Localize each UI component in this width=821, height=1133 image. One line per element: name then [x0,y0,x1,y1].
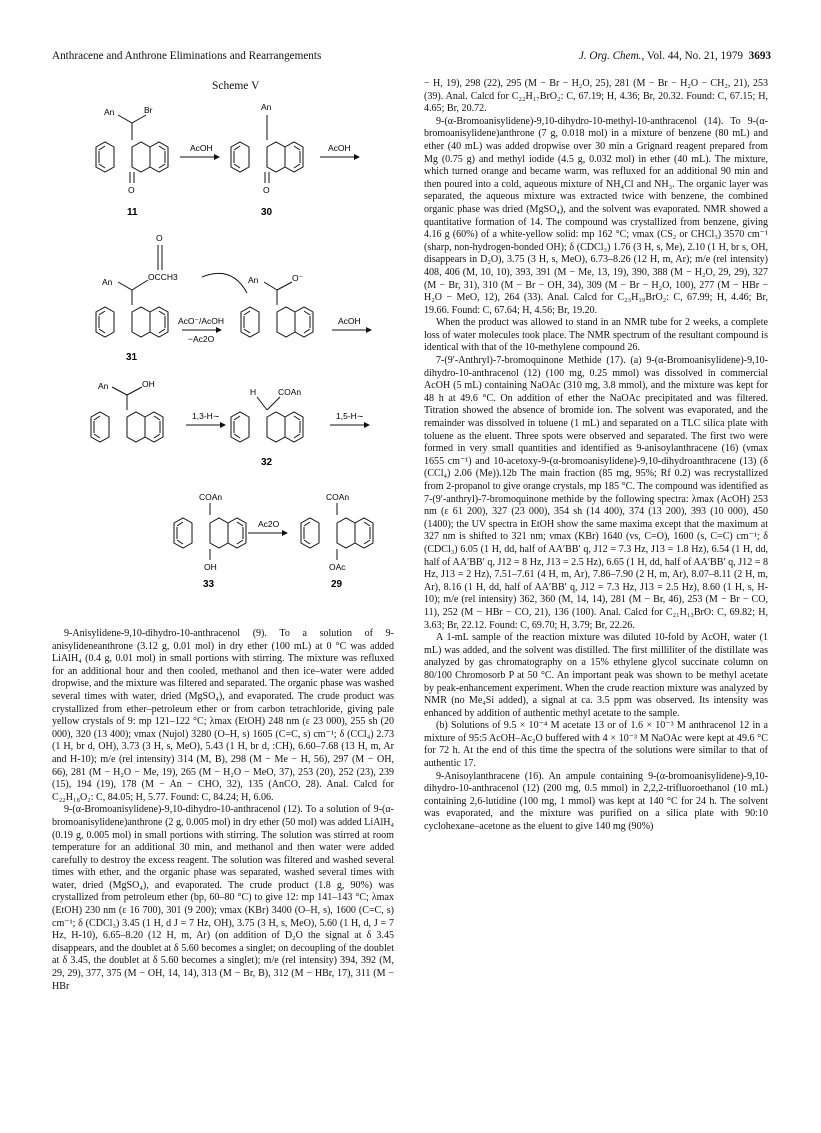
compound-11-structure [96,115,168,183]
label-o: O [263,185,270,195]
right-column [424,78,768,834]
reaction-arrow [180,154,220,160]
reaction-arrow [330,422,370,428]
compound-number: 31 [126,352,138,363]
label-occh3: OCCH3 [148,272,178,282]
reaction-arrow [332,327,372,333]
compound-number: 30 [261,207,273,218]
label-an: An [248,275,259,285]
label-acoh: AcOH [328,143,351,153]
reaction-arrow [182,327,222,333]
label-o: O [128,185,135,195]
page-number: 3693 [748,50,771,62]
compound-33-structure [174,503,246,560]
left-column [52,628,394,993]
label-o-minus: O⁻ [292,273,304,283]
compound-number: 11 [127,207,138,218]
enol-structure [91,387,163,442]
label-minus-ac2o: −Ac2O [188,334,215,344]
label-an: An [102,277,113,287]
scheme-title: Scheme V [212,80,260,92]
label-o: O [156,233,163,243]
journal-name: J. Org. Chem., [578,50,645,62]
label-oac: OAc [329,562,346,572]
reaction-arrow [320,154,360,160]
label-oh: OH [142,379,155,389]
label-oh: OH [204,562,217,572]
paragraph: 7-(9′-Anthryl)-7-bromoquinone Methide (17). (a) 9-(α-Bromoanisylidene)-9,10-dihydro-10-anthracenol (12) (100 mg, 0.25 mmol) was dissolved in commercial AcOH (5 mL) containing NaOAc (310 mg, 3.8 mmol), and the mixture was kept for 48 h at 49.6 °C. On addition of ether the NaOAc precipitated and was filtered. Titration showed the absence of bromide ion. The solvent was evaporated, and the remainder was dissolved in toluene (1 mL) and separated on a TLC silica plate with toluene as the eluent. Three spots were observed and separated. The first two were formed in very small quantities and identified as 9-anisoylanthracene (16) (νmax 1655 cm⁻¹) and 10-acetoxy-9-(α-bromoanisylidene)-9,10-dihydroanthracene (13) (δ (CCl₄) 2.06 (Me)).12b The main fraction (85 mg, 95%; Rf 0.2) was recrystallized from 2-propanol to give orange crystals, mp 185 °C. The compound was identified as 7-(9′-anthryl)-7-bromoquinone methide by the following spectra: λmax (AcOH) 253 nm (ε 61 200), 327 (23 000), 354 sh (14 400), 374 (13 200), 393 (10 000), 450 (1400); the UV spectra in EtOH show the same maxima except that the maximum at 327 nm is shifted to 321 nm; νmax (KBr) 1640 (vs, C=O), 1600 (s, C=C) cm⁻¹; δ (CDCl₃) 6.05 (1 H, dd, half of AA′BB′ q, J12 = 7.3 Hz, J13 = 1.8 Hz), 6.54 (1 H, dd, half of AA′BB′ q, J12 = 8 Hz, J13 = 2.5 Hz), 6.65 (1 H, dd, half of AA′BB′ q, J12 = 8 Hz, J13 = 2 Hz), 7.51–7.61 (4 H, m, Ar), 7.86–7.90 (2 H, m, Ar), 8.07–8.11 (2 H, m, Ar), 8.16 (1 H, dd, half of AA′BB′ q, J12 = 7.3 Hz, J13 = 2.5 Hz), 8.60 (1 H, s, H-10); m/e (rel intensity) 362, 360 (M, 14, 14), 281 (M − Br, 46), 253 (M − Br − CO, 11), 252 (M − HBr − CO, 21), 136 (100). Anal. Calcd for C₂₁H₁₃BrO: C, 69.82; H, 3.63; Br, 22.12. Found: C, 69.70; H, 3.79; Br, 22.26. [424,355,768,631]
compound-30-structure [231,115,303,183]
journal-issue: Vol. 44, No. 21, 1979 [646,50,744,62]
journal-citation [579,50,771,62]
curved-arrow [202,273,247,293]
scheme-figure [52,65,392,625]
compound-number: 32 [261,457,273,468]
reaction-arrow [248,530,288,536]
label-1-5-shift: 1,5-H∼ [336,411,364,421]
label-br: Br [144,105,153,115]
compound-32-structure [231,397,303,442]
label-1-3-shift: 1,3-H∼ [192,411,220,421]
running-head: Anthracene and Anthrone Eliminations and Rearrangements [52,50,322,62]
scheme-drawing [52,65,392,625]
label-h: H [250,387,257,397]
label-coan: COAn [278,387,302,397]
label-an: An [98,381,109,391]
compound-31-structure [96,245,168,337]
label-an: An [104,107,115,117]
paragraph: A 1-mL sample of the reaction mixture was diluted 10-fold by AcOH, water (1 mL) was added, and the solvent was distilled. The first milliliter of the distillate was analyzed by gas chromatography on a 15% ethylene glycol succinate column on 80/100 Chromosorb P at 50 °C. An important peak was shown to be methyl acetate by peak-enhancement experiment. When the crude reaction mixture was analyzed by NMR (no Me₄Si added), a signal at ca. 3.5 ppm was observed. Its intensity was enhanced by addition of authentic methyl acetate to the sample. [424,632,768,719]
paragraph: 9-Anisoylanthracene (16). An ampule containing 9-(α-bromoanisylidene)-9,10-dihydro-10-anthracenol (12) (200 mg, 0.5 mmol) in 2,2,2-trifluoroethanol (10 mL) containing 2,6-lutidine (100 mg, 1 mmol) was kept at 140 °C for 24 h. The solvent was evaporated, and the mixture was purified on a silica plate with 90:10 cyclohexane–acetone as the eluent to give 140 mg (90%) [424,770,768,833]
paragraph: − H, 19), 298 (22), 295 (M − Br − H₂O, 25), 281 (M − Br − H₂O − CH₂, 21), 253 (39). Anal. Calcd for C₂₂H₁₇BrO₂: C, 67.19; H, 4.36; Br, 20.32. Found: C, 67.15; H, 4.65; Br, 20.72. [424,78,768,115]
label-coan: COAn [199,492,223,502]
paragraph: When the product was allowed to stand in an NMR tube for 2 weeks, a complete loss of water molecules took place. The NMR spectrum of the resultant compound is identical with that of the 10-methylene compound 26. [424,317,768,354]
reaction-arrow [186,422,226,428]
label-acoh: AcOH [338,316,361,326]
label-coan: COAn [326,492,350,502]
label-ac2o: Ac2O [258,519,280,529]
paragraph: 9-Anisylidene-9,10-dihydro-10-anthracenol (9). To a solution of 9-anisylideneanthrone (3.12 g, 0.01 mol) in dry ether (100 mL) at 0 °C was added LiAlH₄ (0.4 g, 0.01 mol) in small portions with stirring. The mixture was refluxed for an additional hour and then cooled, methanol and then ice–water were added dropwise, and the mixture was filtered and separated. The organic phase was washed several times with water, dried (MgSO₄), and evaporated. The crude product was crystallized from ether–petroleum ether or from carbon tetrachloride, giving pale yellow crystals of 9: mp 121–122 °C; λmax (EtOH) 248 nm (ε 23 000), 255 sh (20 000), 320 (13 400); νmax (Nujol) 3280 (O–H, s) 1605 (C=C, s) cm⁻¹; δ (CCl₄) 2.73 (1 H, br d, OH), 3.73 (3 H, s, MeO), 5.43 (1 H, br d, :CH), 6.60–7.68 (13 H, m, Ar and H-10); m/e (rel intensity) 314 (M, B), 298 (M − Me − H, 56), 297 (M − OH, 66), 281 (M − H₂O − Me, 19), 265 (M − H₂O − MeO, 37), 253 (20), 252 (23), 239 (15), 194 (19), 178 (M − An − CHO, 32), 135 (AnCO, 28). Anal. Calcd for C₂₂H₁₈O₂: C, 84.05; H, 5.77. Found: C, 84.24; H, 6.06. [52,628,394,803]
compound-number: 29 [331,579,343,590]
label-acoh: AcOH [190,143,213,153]
enolate-structure [241,282,313,337]
label-acetate: AcO⁻/AcOH [178,316,225,326]
compound-number: 33 [203,579,215,590]
compound-29-structure [301,503,373,560]
label-an: An [261,102,272,112]
paragraph: 9-(α-Bromoanisylidene)-9,10-dihydro-10-methyl-10-anthracenol (14). To 9-(α-bromoanisylidene)anthrone (7 g, 0.018 mol) in a mixture of benzene (80 mL) and ether (40 mL) was added dropwise over 30 min a Grignard reagent prepared from Mg (0.75 g) and methyl iodide (4.5 g, 0.032 mol) in ether (40 mL). The mixture, which turned orange and became warm, was refluxed for an additional 90 min and then poured into a cold, aqueous mixture of NH₄Cl and NH₃. The organic layer was separated, the aqueous mixture was extracted twice with benzene, the combined organic phase was dried (MgSO₄), and the solvent was evaporated. NMR showed a quantitative formation of 14. The compound was crystallized from benzene, giving 4.16 g (60%) of a white-yellow solid: mp 162 °C; νmax (CS₂ or CHCl₃) 3570 cm⁻¹ (sharp, non-hydrogen-bonded OH); δ (CDCl₃) 1.76 (3 H, s, Me), 2.10 (1 H, br s, OH, disappears in D₂O), 3.75 (3 H, s, MeO), 6.73–8.26 (12 H, m, Ar); m/e (rel intensity) 408, 406 (M, 10, 10), 393, 391 (M − Me, 13, 19), 390, 388 (M − H₂O, 29, 29), 327 (M − Br, 31), 310 (M − Br − OH, 34), 309 (M − Br − H₂O, 100), 277 (M − HBr − H₂O − MeO, 12), 264 (33). Anal. Calcd for C₂₃H₁₉BrO₂: C, 67.99; H, 4.46; Br, 19.66. Found: C, 67.64; H, 4.56; Br, 19.20. [424,115,768,316]
paragraph: (b) Solutions of 9.5 × 10⁻⁴ M acetate 13 or of 1.6 × 10⁻³ M anthracenol 12 in a mixture of 95:5 AcOH–Ac₂O buffered with 4 × 10⁻³ M NaOAc were kept at 49.6 °C for 72 h. At the end of this time the spectra of the solutions were similar to that of authentic 17. [424,720,768,770]
paragraph: 9-(α-Bromoanisylidene)-9,10-dihydro-10-anthracenol (12). To a solution of 9-(α-bromoanisylidene)anthrone (2 g, 0.005 mol) in dry ether (50 mol) was added LiAlH₄ (0.19 g, 0.005 mol) in small portions with stirring. The solution was stirred at room temperature for an additional 30 min, and methanol and then water were added carefully to destroy the excess reagent. The solution was filtered and washed several times with ether, and the organic phase was separated, washed several times with water, dried (MgSO₄), and evaporated. The crude product (1.8 g, 90%) was crystallized from petroleum ether (bp, 60–80 °C) to give 12: mp 141–143 °C; λmax (EtOH) 230 nm (ε 16 700), 301 (9 200); νmax (KBr) 3400 (O–H, s), 1600 (C=C, s) cm⁻¹; δ (CDCl₃) 3.45 (1 H, d J = 7 Hz, OH), 3.75 (3 H, s, MeO), 5.60 (1 H, d, J = 7 Hz, H-10), 6.65–8.20 (12 H, m, Ar) (on addition of D₂O the signal at δ 3.45 disappears, and the doublet at δ 5.60 becomes a singlet; on decoupling of the doublet at δ 3.45, the doublet at δ 5.60 becomes a singlet); m/e (rel intensity) 394, 392 (M, 29, 29), 377, 375 (M − OH, 14, 14), 313 (M − Br, B), 312 (M − HBr, 17), 311 (M − HBr [52,804,394,992]
